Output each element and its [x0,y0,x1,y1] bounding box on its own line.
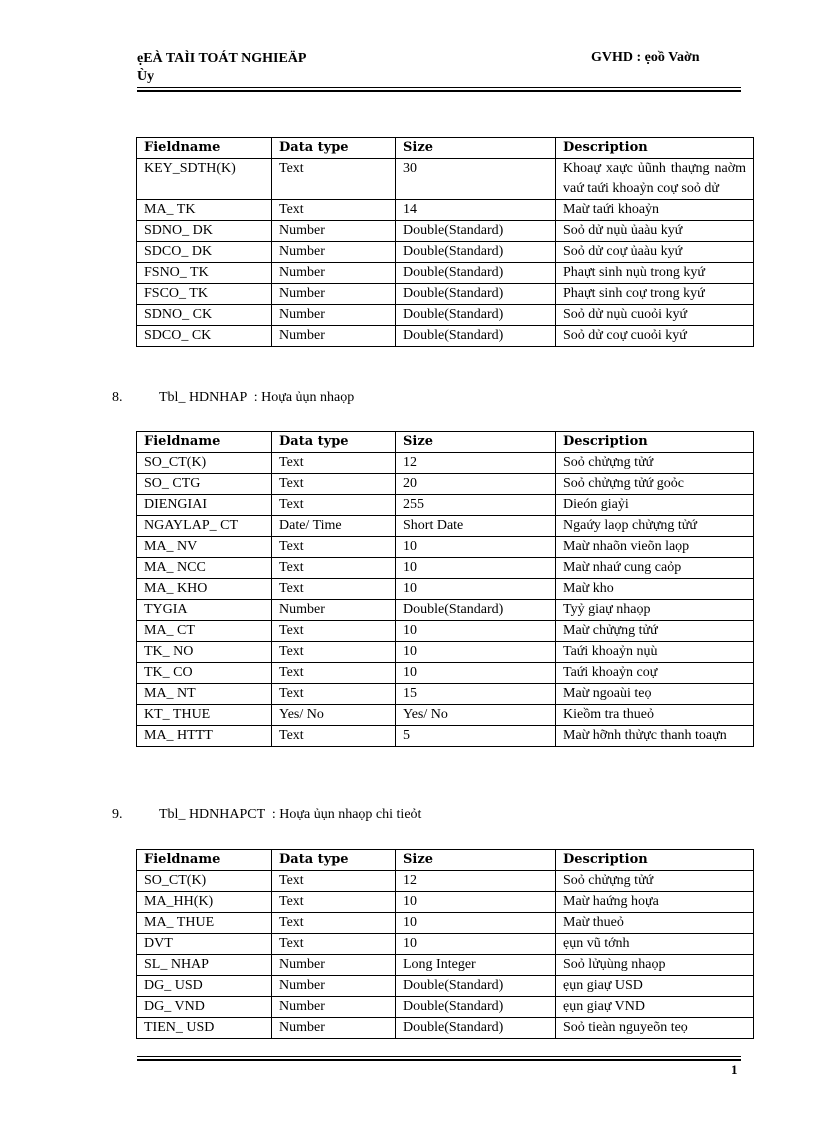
table-row [137,326,754,347]
cell-fieldname: MA_ TK [137,200,272,221]
table-row [137,284,754,305]
cell-fieldname: TK_ NO [137,642,272,663]
cell-fieldname: DG_ VND [137,997,272,1018]
cell-data-type: Number [272,976,396,997]
cell-size: 10 [396,913,556,934]
cell-description: ẹụn vũ tớnh [556,934,754,955]
cell-data-type: Text [272,159,396,200]
cell-fieldname: MA_ NCC [137,558,272,579]
cell-data-type: Text [272,871,396,892]
cell-data-type: Text [272,684,396,705]
cell-data-type: Text [272,579,396,600]
cell-fieldname: DVT [137,934,272,955]
column-header-size: Size [396,138,556,159]
cell-description: Khoaự xaực ủũnh thaựng naờm vaứ taứi khoaỷn coự soỏ dử [556,159,754,200]
table-header-row [137,432,754,453]
table-row [137,159,754,200]
cell-data-type: Yes/ No [272,705,396,726]
table-row [137,934,754,955]
cell-fieldname: MA_HH(K) [137,892,272,913]
table-row [137,263,754,284]
cell-size: Double(Standard) [396,305,556,326]
cell-data-type: Number [272,263,396,284]
table-row [137,871,754,892]
header-title-line2: Ùy [137,69,155,84]
table-row [137,495,754,516]
cell-fieldname: MA_ HTTT [137,726,272,747]
cell-description: Soỏ dử coự cuoỏi kyứ [556,326,754,347]
column-header-fieldname: Fieldname [137,432,272,453]
cell-description: Tyỷ giaự nhaọp [556,600,754,621]
footer-rule-thick [137,1059,741,1061]
column-header-size: Size [396,432,556,453]
section-heading-9 [112,807,421,823]
cell-size: 12 [396,453,556,474]
cell-size: 10 [396,579,556,600]
cell-size: Double(Standard) [396,600,556,621]
column-header-description: Description [556,432,754,453]
table-row [137,221,754,242]
cell-data-type: Number [272,242,396,263]
cell-data-type: Text [272,892,396,913]
table-row [137,913,754,934]
cell-description: Taứi khoaỷn nụù [556,642,754,663]
section-title: Tbl_ HDNHAPCT : Hoựa ủụn nhaọp chi tieỏt [159,807,422,822]
cell-data-type: Date/ Time [272,516,396,537]
table-row [137,200,754,221]
cell-size: 10 [396,892,556,913]
cell-size: 10 [396,621,556,642]
cell-size: 5 [396,726,556,747]
cell-description: ẹụn giaự VND [556,997,754,1018]
cell-fieldname: SL_ NHAP [137,955,272,976]
cell-size: 10 [396,663,556,684]
cell-data-type: Text [272,726,396,747]
cell-data-type: Text [272,558,396,579]
field-table-account-balance [136,137,754,347]
table-row [137,453,754,474]
document-header-title [137,50,306,86]
cell-fieldname: TYGIA [137,600,272,621]
table-row [137,705,754,726]
cell-size: Short Date [396,516,556,537]
cell-fieldname: TK_ CO [137,663,272,684]
cell-size: Double(Standard) [396,284,556,305]
column-header-size: Size [396,850,556,871]
table-row [137,997,754,1018]
cell-fieldname: DG_ USD [137,976,272,997]
table-row [137,474,754,495]
cell-description: Soỏ dử nụù ủaàu kyứ [556,221,754,242]
cell-description: Soỏ dử nụù cuoỏi kyứ [556,305,754,326]
column-header-description: Description [556,138,754,159]
cell-fieldname: SDNO_ DK [137,221,272,242]
section-number: 9. [112,807,123,822]
cell-data-type: Text [272,934,396,955]
cell-description: Soỏ chửựng tửứ [556,453,754,474]
cell-size: 20 [396,474,556,495]
cell-fieldname: NGAYLAP_ CT [137,516,272,537]
table-row [137,892,754,913]
cell-fieldname: SDCO_ CK [137,326,272,347]
cell-fieldname: SDCO_ DK [137,242,272,263]
table-row [137,726,754,747]
table-row [137,955,754,976]
column-header-data-type: Data type [272,850,396,871]
cell-description: Soỏ chửựng tửứ goỏc [556,474,754,495]
table-row [137,663,754,684]
cell-description: Dieón giaỷi [556,495,754,516]
cell-description: Maừ haứng hoựa [556,892,754,913]
cell-data-type: Number [272,284,396,305]
cell-size: Long Integer [396,955,556,976]
table-row [137,621,754,642]
cell-data-type: Text [272,200,396,221]
header-rule-thin [137,87,741,88]
cell-size: Double(Standard) [396,1018,556,1039]
cell-description: Maừ thueỏ [556,913,754,934]
cell-size: Double(Standard) [396,326,556,347]
table-row [137,1018,754,1039]
cell-size: 12 [396,871,556,892]
cell-size: 10 [396,642,556,663]
cell-description: Maừ kho [556,579,754,600]
footer-rule-thin [137,1056,741,1057]
cell-fieldname: SO_CT(K) [137,453,272,474]
cell-fieldname: MA_ CT [137,621,272,642]
cell-fieldname: TIEN_ USD [137,1018,272,1039]
cell-description: ẹụn giaự USD [556,976,754,997]
cell-data-type: Text [272,453,396,474]
cell-data-type: Text [272,913,396,934]
cell-data-type: Text [272,642,396,663]
cell-data-type: Number [272,955,396,976]
cell-size: 255 [396,495,556,516]
cell-fieldname: MA_ THUE [137,913,272,934]
cell-fieldname: MA_ NT [137,684,272,705]
header-title-line1: ẹEÀ TAÌI TOÁT NGHIEÄP [137,51,307,66]
cell-description: Soỏ chửựng tửứ [556,871,754,892]
field-table-hdnhap [136,431,754,747]
cell-description: Soỏ dử coự ủaàu kyứ [556,242,754,263]
table-row [137,579,754,600]
cell-size: 10 [396,537,556,558]
cell-description: Soỏ tieàn nguyeõn teọ [556,1018,754,1039]
cell-description: Phaựt sinh coự trong kyứ [556,284,754,305]
cell-description: Maừ taứi khoaỷn [556,200,754,221]
column-header-description: Description [556,850,754,871]
cell-data-type: Number [272,326,396,347]
cell-fieldname: FSCO_ TK [137,284,272,305]
cell-size: 14 [396,200,556,221]
cell-size: 10 [396,558,556,579]
column-header-fieldname: Fieldname [137,850,272,871]
header-rule-thick [137,90,741,92]
cell-size: Double(Standard) [396,242,556,263]
cell-size: 30 [396,159,556,200]
cell-fieldname: KEY_SDTH(K) [137,159,272,200]
cell-data-type: Number [272,221,396,242]
table-row [137,684,754,705]
cell-size: 15 [396,684,556,705]
cell-fieldname: KT_ THUE [137,705,272,726]
table-row [137,976,754,997]
table-row [137,516,754,537]
cell-fieldname: FSNO_ TK [137,263,272,284]
section-heading-8 [112,390,354,406]
cell-data-type: Text [272,474,396,495]
cell-data-type: Text [272,663,396,684]
cell-size: Double(Standard) [396,976,556,997]
cell-fieldname: MA_ NV [137,537,272,558]
field-table-hdnhapct [136,849,754,1039]
header-supervisor: GVHD : ẹoồ Vaờn [591,50,700,65]
cell-description: Maừ nhaõn vieõn laọp [556,537,754,558]
cell-description: Ngaứy laọp chửựng tửứ [556,516,754,537]
cell-data-type: Number [272,997,396,1018]
table-row [137,600,754,621]
cell-data-type: Number [272,305,396,326]
table-header-row [137,850,754,871]
cell-description: Maừ nhaứ cung caỏp [556,558,754,579]
column-header-data-type: Data type [272,138,396,159]
cell-description: Phaựt sinh nụù trong kyứ [556,263,754,284]
column-header-fieldname: Fieldname [137,138,272,159]
cell-fieldname: DIENGIAI [137,495,272,516]
table-row [137,642,754,663]
cell-data-type: Text [272,537,396,558]
cell-description: Soỏ lửụùng nhaọp [556,955,754,976]
column-header-data-type: Data type [272,432,396,453]
cell-fieldname: SO_CT(K) [137,871,272,892]
cell-fieldname: SDNO_ CK [137,305,272,326]
cell-size: Double(Standard) [396,263,556,284]
cell-description: Kieồm tra thueỏ [556,705,754,726]
cell-size: Yes/ No [396,705,556,726]
table-row [137,558,754,579]
cell-description: Taứi khoaỷn coự [556,663,754,684]
cell-data-type: Number [272,1018,396,1039]
table-row [137,305,754,326]
cell-size: Double(Standard) [396,221,556,242]
cell-description: Maừ ngoaùi teọ [556,684,754,705]
cell-data-type: Text [272,495,396,516]
cell-description: Maừ hỡnh thửực thanh toaựn [556,726,754,747]
cell-fieldname: SO_ CTG [137,474,272,495]
page-number: 1 [731,1062,738,1077]
cell-size: 10 [396,934,556,955]
cell-description: Maừ chửựng tửứ [556,621,754,642]
section-number: 8. [112,390,123,405]
cell-data-type: Number [272,600,396,621]
section-title: Tbl_ HDNHAP : Hoựa ủụn nhaọp [159,390,355,405]
table-header-row [137,138,754,159]
cell-fieldname: MA_ KHO [137,579,272,600]
cell-size: Double(Standard) [396,997,556,1018]
cell-data-type: Text [272,621,396,642]
table-row [137,537,754,558]
table-row [137,242,754,263]
